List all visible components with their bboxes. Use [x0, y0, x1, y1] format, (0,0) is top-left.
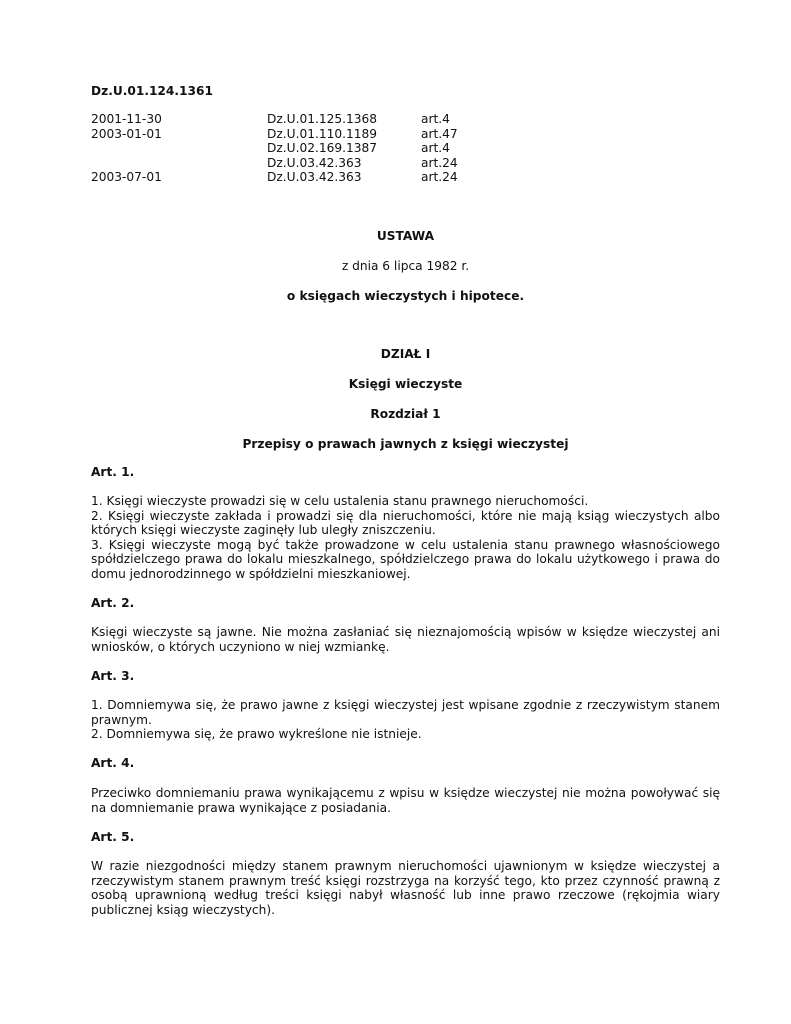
article-heading: Art. 4. — [91, 756, 135, 770]
document-id: Dz.U.01.124.1361 — [91, 84, 213, 98]
amendment-art: art.24 — [421, 155, 458, 170]
amendment-date: 2003-01-01 — [91, 126, 162, 141]
amendment-art: art.47 — [421, 126, 458, 141]
chapter-heading: Rozdział 1 — [370, 407, 441, 421]
chapter-title: Przepisy o prawach jawnych z księgi wieczystej — [242, 437, 569, 451]
amendment-ref: Dz.U.01.110.1189 — [267, 126, 377, 141]
article-paragraph: 2. Księgi wieczyste zakłada i prowadzi się dla nieruchomości, które nie mają ksiąg wieczystych albo których księgi wieczyste zaginęły lub uległy zniszczeniu. — [91, 508, 720, 538]
amendment-ref: Dz.U.02.169.1387 — [267, 141, 377, 156]
division-title: Księgi wieczyste — [348, 377, 463, 391]
article-body — [91, 698, 720, 742]
amendment-ref: Dz.U.01.125.1368 — [267, 112, 377, 126]
amendment-art: art.4 — [421, 141, 450, 156]
amendment-date: 2001-11-30 — [91, 112, 162, 126]
article-body — [91, 859, 720, 917]
act-type: USTAWA — [376, 229, 435, 243]
act-date: z dnia 6 lipca 1982 r. — [341, 259, 470, 273]
article-paragraph: 3. Księgi wieczyste mogą być także prowadzone w celu ustalenia stanu prawnego własnościowego spółdzielczego prawa do lokalu mieszkalnego, spółdzielczego prawa do lokalu użytkowego i prawa do domu jednorodzinnego w spółdzielni mieszkaniowej. — [91, 537, 720, 581]
article-paragraph: W razie niezgodności między stanem prawnym nieruchomości ujawnionym w księdze wieczystej a rzeczywistym stanem prawnym treść księgi rozstrzyga na korzyść tego, kto przez czynność prawną z osobą uprawnioną według treści księgi nabył własność lub inne prawo rzeczowe (rękojmia wiary publicznej ksiąg wieczystych). — [91, 859, 720, 917]
act-title: o księgach wieczystych i hipotece. — [286, 289, 525, 303]
article-heading: Art. 3. — [91, 669, 135, 683]
article-paragraph: 1. Domniemywa się, że prawo jawne z księgi wieczystej jest wpisane zgodnie z rzeczywistym stanem prawnym. — [91, 698, 720, 727]
division-heading: DZIAŁ I — [380, 347, 431, 361]
article-body — [91, 494, 720, 582]
article-paragraph: Przeciwko domniemaniu prawa wynikającemu z wpisu w księdze wieczystej nie można powoływać się na domniemanie prawa wynikające z posiadania. — [91, 786, 720, 815]
article-body — [91, 786, 720, 815]
article-heading: Art. 5. — [91, 830, 135, 844]
article-paragraph: 2. Domniemywa się, że prawo wykreślone nie istnieje. — [91, 727, 422, 742]
article-body — [91, 625, 720, 654]
amendment-ref: Dz.U.03.42.363 — [267, 170, 362, 185]
article-paragraph: Księgi wieczyste są jawne. Nie można zasłaniać się nieznajomością wpisów w księdze wieczystej ani wniosków, o których uczyniono w niej wzmiankę. — [91, 625, 720, 654]
amendment-ref: Dz.U.03.42.363 — [267, 155, 362, 170]
amendment-date: 2003-07-01 — [91, 170, 162, 185]
amendment-art: art.24 — [421, 170, 458, 185]
article-heading: Art. 1. — [91, 465, 135, 479]
article-paragraph: 1. Księgi wieczyste prowadzi się w celu ustalenia stanu prawnego nieruchomości. — [91, 494, 589, 508]
article-heading: Art. 2. — [91, 596, 135, 610]
amendment-art: art.4 — [421, 112, 450, 126]
